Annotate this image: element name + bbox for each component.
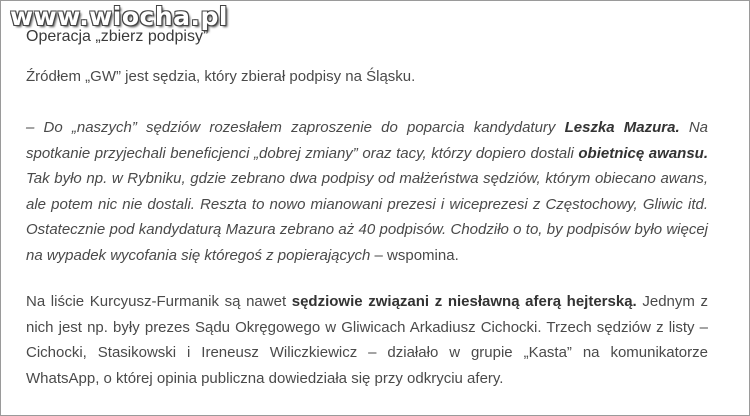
quote-text-1: – Do „naszych” sędziów rozesłałem zaproszenie do poparcia kandydatury <box>26 119 565 136</box>
section-heading: Operacja „zbierz podpisy” <box>26 28 209 45</box>
list-bold-judges: sędziowie związani z niesławną aferą hejterską. <box>291 293 637 310</box>
paragraph-list <box>26 289 708 391</box>
quote-text-3: Tak było np. w Rybniku, gdzie zebrano dwa podpisy od małżeństwa sędziów, którym obiecano awans, ale potem nic nie dostali. Reszta to nowo mianowani prezesi i wiceprezesi z Częstochowy, Gliwic itd. Ostatecznie pod kandydaturą Mazura zebrano aż 40 podpisów. Chodziło o to, by podpisów było więcej na wypadek wycofania się któregoś z popierających <box>26 170 708 264</box>
list-text-2: Jednym z nich jest np. były prezes Sądu Okręgowego w Gliwicach Arkadiusz Cichocki. Trzech sędziów z listy – Cichocki, Stasikowski i Ireneusz Wiliczkiewicz – działało w grupie „Kasta” na komunikatorze WhatsApp, o której opinia publiczna dowiedziała się przy odkryciu afery. <box>26 293 709 387</box>
watermark: www.wiocha.pl <box>10 2 228 31</box>
paragraph-source: Źródłem „GW” jest sędzia, który zbierał podpisy na Śląsku. <box>26 68 416 85</box>
quote-attribution: – wspomina. <box>370 246 459 264</box>
quote-bold-name: Leszka Mazura. <box>564 119 680 136</box>
quote-text-2: Na spotkanie przyjechali beneficjenci „dobrej zmiany” oraz tacy, którzy dopiero dostali <box>26 119 708 162</box>
quote-bold-promise: obietnicę awansu. <box>578 144 708 162</box>
paragraph-quote <box>26 115 708 269</box>
list-text-1: Na liście Kurcyusz-Furmanik są nawet <box>26 293 292 310</box>
